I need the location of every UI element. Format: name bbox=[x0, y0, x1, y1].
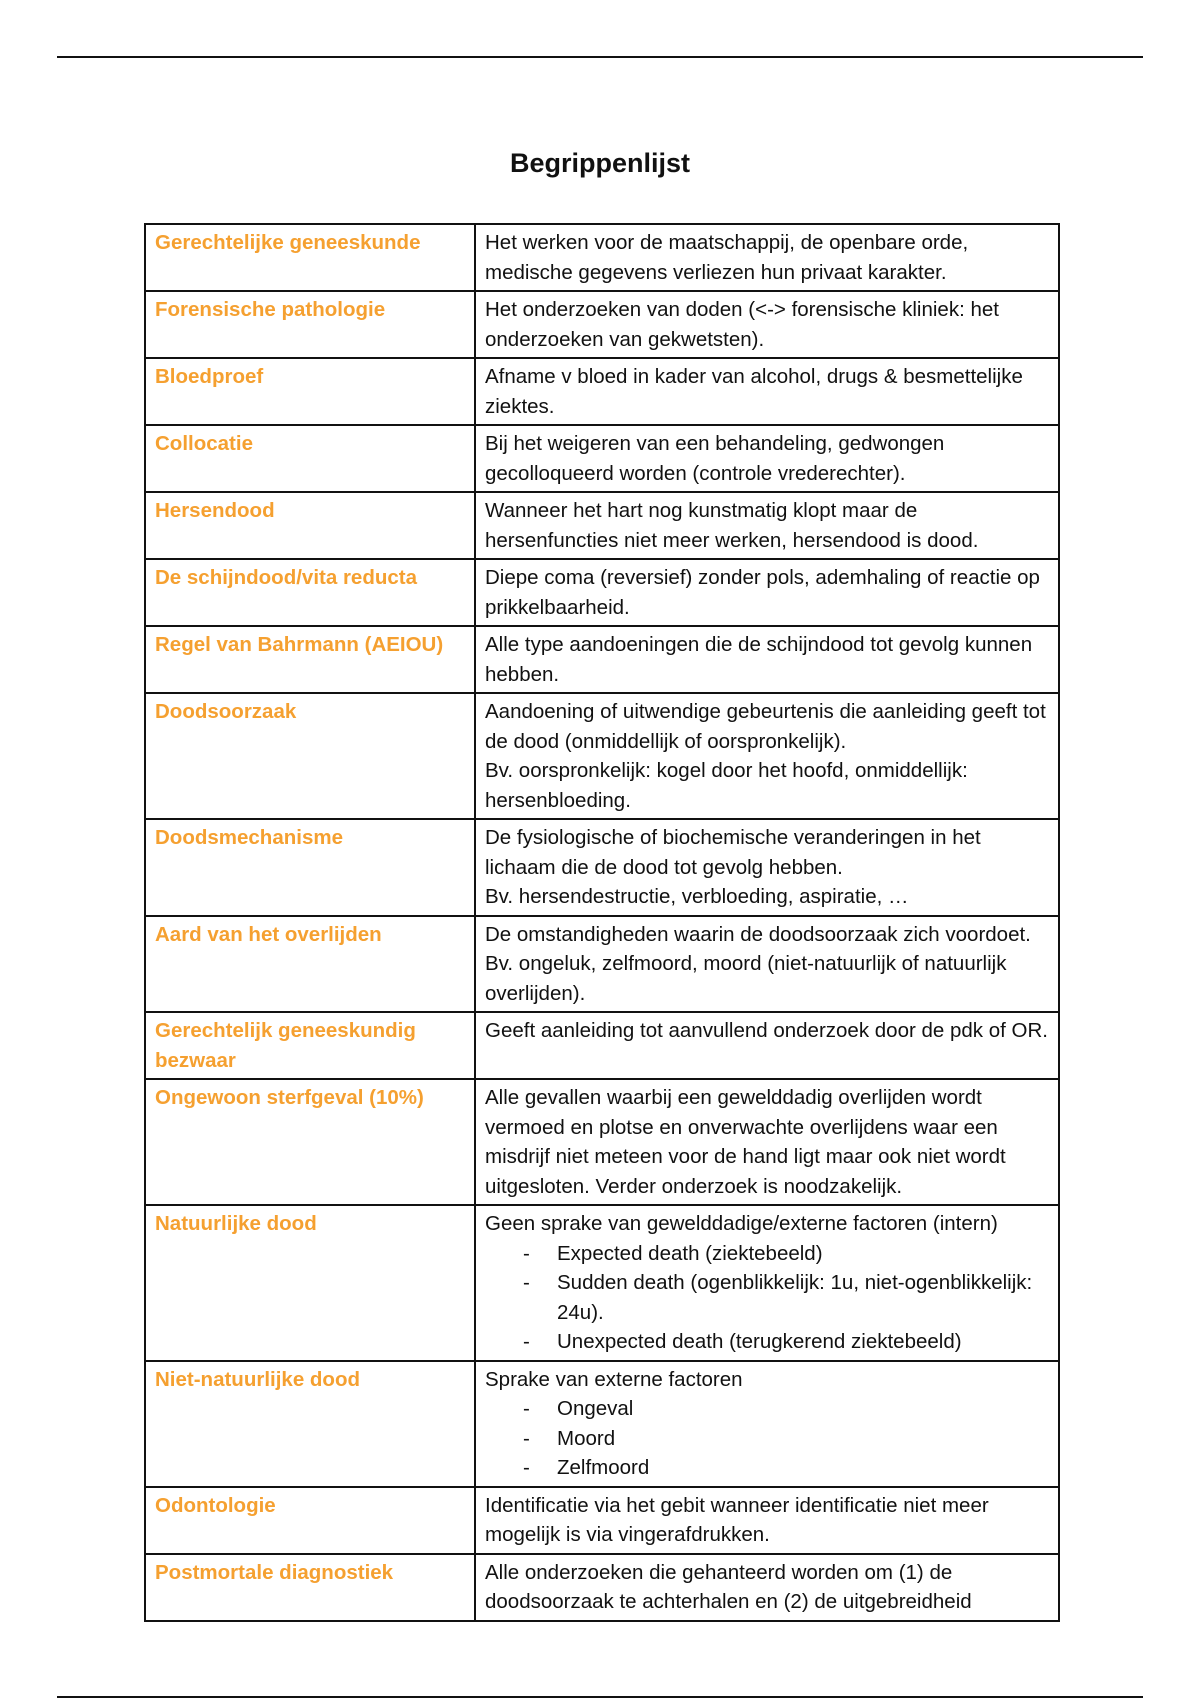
definition-list-item: - Ongeval bbox=[485, 1394, 1049, 1424]
page-title: Begrippenlijst bbox=[509, 148, 691, 178]
glossary-definition bbox=[475, 1079, 1059, 1205]
glossary-row bbox=[145, 1205, 1059, 1361]
definition-text: Alle gevallen waarbij een gewelddadig overlijden wordt vermoed en plotse en onverwachte overlijdens waar een misdrijf niet meteen voor de hand ligt maar ook niet wordt uitgesloten. Verder onderzoek is noodzakelijk. bbox=[485, 1086, 1006, 1198]
definition-text: Diepe coma (reversief) zonder pols, ademhaling of reactie op prikkelbaarheid. bbox=[485, 566, 1040, 619]
glossary-definition bbox=[475, 1361, 1059, 1487]
definition-text: Geen sprake van gewelddadige/externe factoren (intern) bbox=[485, 1212, 998, 1235]
glossary-row bbox=[145, 1079, 1059, 1205]
glossary-row bbox=[145, 626, 1059, 693]
glossary-row bbox=[145, 291, 1059, 358]
definition-list-item: - Expected death (ziektebeeld) bbox=[485, 1239, 1049, 1269]
glossary-term: Niet-natuurlijke dood bbox=[145, 1361, 475, 1487]
glossary-term: Forensische pathologie bbox=[145, 291, 475, 358]
glossary-row bbox=[145, 693, 1059, 819]
glossary-term: Hersendood bbox=[145, 492, 475, 559]
glossary-definition bbox=[475, 693, 1059, 819]
glossary-body bbox=[145, 224, 1059, 1621]
glossary-term: Ongewoon sterfgeval (10%) bbox=[145, 1079, 475, 1205]
glossary-row bbox=[145, 1012, 1059, 1079]
definition-list-item: - Zelfmoord bbox=[485, 1453, 1049, 1483]
footer-rule bbox=[57, 1696, 1143, 1698]
glossary-term: Postmortale diagnostiek bbox=[145, 1554, 475, 1621]
definition-list-item: - Moord bbox=[485, 1424, 1049, 1454]
definition-list-item: - Unexpected death (terugkerend ziektebeeld) bbox=[485, 1327, 1049, 1357]
glossary-definition bbox=[475, 626, 1059, 693]
glossary-definition bbox=[475, 425, 1059, 492]
definition-text: Geeft aanleiding tot aanvullend onderzoek door de pdk of OR. bbox=[485, 1019, 1048, 1042]
definition-text: Afname v bloed in kader van alcohol, drugs & besmettelijke ziektes. bbox=[485, 365, 1023, 418]
definition-text: Alle onderzoeken die gehanteerd worden om (1) de doodsoorzaak te achterhalen en (2) de uitgebreidheid bbox=[485, 1560, 972, 1613]
glossary-term: Aard van het overlijden bbox=[145, 916, 475, 1013]
definition-text: Het werken voor de maatschappij, de openbare orde, medische gegevens verliezen hun privaat karakter. bbox=[485, 231, 969, 284]
glossary-definition bbox=[475, 559, 1059, 626]
glossary-definition bbox=[475, 492, 1059, 559]
glossary-definition bbox=[475, 358, 1059, 425]
definition-text: Alle type aandoeningen die de schijndood tot gevolg kunnen hebben. bbox=[485, 633, 1033, 686]
glossary-row bbox=[145, 916, 1059, 1013]
glossary-definition bbox=[475, 1205, 1059, 1361]
glossary-definition bbox=[475, 224, 1059, 291]
definition-text: De fysiologische of biochemische veranderingen in het lichaam die de dood tot gevolg hebben. bbox=[485, 826, 981, 879]
glossary-definition bbox=[475, 916, 1059, 1013]
glossary-row bbox=[145, 224, 1059, 291]
glossary-term: Doodsmechanisme bbox=[145, 819, 475, 916]
definition-list-item: - Sudden death (ogenblikkelijk: 1u, niet-ogenblikkelijk: 24u). bbox=[485, 1268, 1049, 1327]
definition-text: Sprake van externe factoren bbox=[485, 1367, 743, 1391]
glossary-definition bbox=[475, 1554, 1059, 1621]
glossary-row bbox=[145, 1554, 1059, 1621]
definition-text: De omstandigheden waarin de doodsoorzaak zich voordoet. bbox=[485, 922, 1031, 946]
definition-text: Het onderzoeken van doden (<-> forensische kliniek: het onderzoeken van gekwetsten). bbox=[485, 298, 999, 351]
glossary-definition bbox=[475, 291, 1059, 358]
glossary-term: Natuurlijke dood bbox=[145, 1205, 475, 1361]
glossary-definition bbox=[475, 1012, 1059, 1079]
definition-text: Bij het weigeren van een behandeling, gedwongen gecolloqueerd worden (controle vrederechter). bbox=[485, 432, 945, 485]
glossary-row bbox=[145, 1361, 1059, 1487]
glossary-term: De schijndood/vita reducta bbox=[145, 559, 475, 626]
definition-text: Identificatie via het gebit wanneer identificatie niet meer mogelijk is via vingerafdrukken. bbox=[485, 1493, 989, 1546]
definition-text: Bv. ongeluk, zelfmoord, moord (niet-natuurlijk of natuurlijk overlijden). bbox=[485, 952, 1007, 1005]
glossary-term: Bloedproef bbox=[145, 358, 475, 425]
definition-list bbox=[485, 1239, 1049, 1357]
glossary-row bbox=[145, 425, 1059, 492]
glossary-row bbox=[145, 819, 1059, 916]
glossary-row bbox=[145, 1487, 1059, 1554]
glossary-definition bbox=[475, 819, 1059, 916]
glossary-term: Gerechtelijke geneeskunde bbox=[145, 224, 475, 291]
glossary-term: Odontologie bbox=[145, 1487, 475, 1554]
glossary-term: Gerechtelijk geneeskundig bezwaar bbox=[145, 1012, 475, 1079]
definition-text: Bv. hersendestructie, verbloeding, aspiratie, … bbox=[485, 885, 909, 908]
glossary-row bbox=[145, 358, 1059, 425]
definition-text: Bv. oorspronkelijk: kogel door het hoofd, onmiddellijk: hersenbloeding. bbox=[485, 759, 968, 812]
glossary-definition bbox=[475, 1487, 1059, 1554]
glossary-row bbox=[145, 492, 1059, 559]
glossary-term: Doodsoorzaak bbox=[145, 693, 475, 819]
definition-list bbox=[485, 1394, 1049, 1483]
glossary-table bbox=[144, 223, 1060, 1622]
glossary-row bbox=[145, 559, 1059, 626]
definition-text: Aandoening of uitwendige gebeurtenis die aanleiding geeft tot de dood (onmiddellijk of oorspronkelijk). bbox=[485, 700, 1046, 753]
glossary-term: Regel van Bahrmann (AEIOU) bbox=[145, 626, 475, 693]
glossary-term: Collocatie bbox=[145, 425, 475, 492]
header-rule bbox=[57, 56, 1143, 58]
definition-text: Wanneer het hart nog kunstmatig klopt maar de hersenfuncties niet meer werken, hersendood is dood. bbox=[485, 499, 979, 552]
